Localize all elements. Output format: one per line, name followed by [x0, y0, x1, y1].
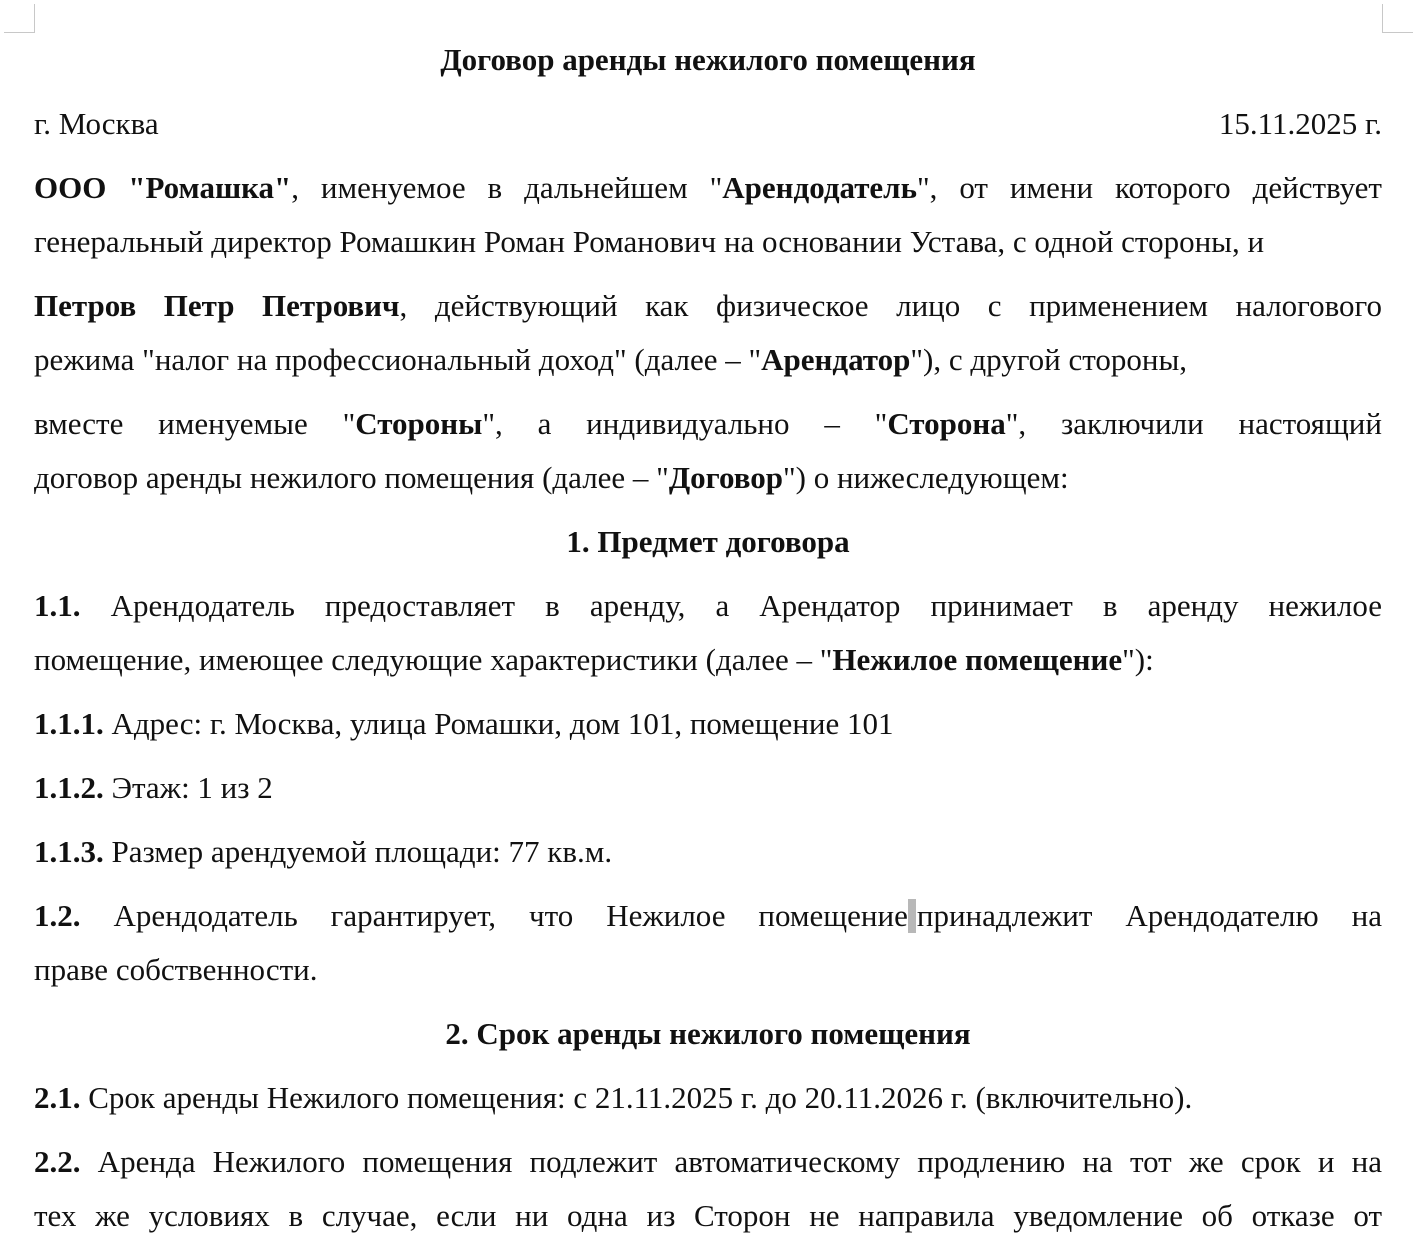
city: г. Москва — [34, 106, 159, 141]
text-line — [34, 1140, 1382, 1194]
text-line — [34, 402, 1382, 456]
text-run: , действующий как физическое лицо с применением налогового — [399, 288, 1382, 323]
tenant-role: Арендатор — [761, 342, 911, 377]
text-run: Срок аренды Нежилого помещения: с 21.11.2025 г. до 20.11.2026 г. (включительно). — [80, 1080, 1193, 1115]
text-run: ", а индивидуально – " — [482, 406, 888, 441]
text-line — [34, 456, 1382, 510]
text-line — [34, 894, 1382, 948]
document-body[interactable] — [34, 38, 1382, 1248]
paragraph-tenant — [34, 284, 1382, 392]
text-run: Этаж: 1 из 2 — [103, 770, 273, 805]
contract-date: 15.11.2025 г. — [1218, 106, 1382, 141]
section-heading-2: 2. Срок аренды нежилого помещения — [445, 1016, 971, 1051]
text-run: , именуемое в дальнейшем " — [291, 170, 723, 205]
term-parties: Стороны — [355, 406, 483, 441]
document-title: Договор аренды нежилого помещения — [440, 42, 976, 77]
term-contract: Договор — [668, 460, 783, 495]
landlord-role: Арендодатель — [722, 170, 917, 205]
text-run: Размер арендуемой площади: 77 кв.м. — [103, 834, 613, 869]
clause-number: 2.1. — [34, 1080, 81, 1115]
text-line: праве собственности. — [34, 952, 318, 987]
clause-1-2 — [34, 894, 1382, 1002]
clause-number: 2.2. — [34, 1144, 81, 1179]
text-run: Арендодатель гарантирует, что Нежилое помещение — [80, 898, 908, 933]
place-date-line — [34, 102, 1382, 156]
crop-mark-top-right — [1382, 4, 1413, 33]
landlord-name: ООО "Ромашка" — [34, 170, 292, 205]
text-line: тех же условиях в случае, если ни одна из Сторон не направила уведомление об отказе от — [34, 1198, 1382, 1233]
text-run: "): — [1122, 642, 1154, 677]
text-run: режима "налог на профессиональный доход" (далее – " — [34, 342, 762, 377]
text-run: ", заключили настоящий — [1005, 406, 1382, 441]
text-line: генеральный директор Ромашкин Роман Романович на основании Устава, с одной стороны, и — [34, 224, 1265, 259]
clause-1-1 — [34, 584, 1382, 692]
text-line — [34, 166, 1382, 220]
clause-number: 1.1. — [34, 588, 81, 623]
clause-number: 1.1.2. — [34, 770, 104, 805]
text-run: Арендодатель предоставляет в аренду, а Арендатор принимает в аренду нежилое — [80, 588, 1382, 623]
text-run: ") о нижеследующем: — [782, 460, 1069, 495]
clause-2-1 — [34, 1076, 1382, 1130]
text-line — [34, 584, 1382, 638]
text-run: "), с другой стороны, — [910, 342, 1188, 377]
text-run: ", от имени которого действует — [916, 170, 1382, 205]
term-party: Сторона — [887, 406, 1006, 441]
text-run: вместе именуемые " — [34, 406, 356, 441]
text-run: Адрес: г. Москва, улица Ромашки, дом 101, помещение 101 — [103, 706, 894, 741]
text-line — [34, 284, 1382, 338]
clause-1-1-1 — [34, 702, 1382, 756]
clause-number: 1.1.1. — [34, 706, 104, 741]
crop-mark-top-left — [4, 4, 35, 33]
text-cursor — [908, 899, 916, 933]
section-heading-1: 1. Предмет договора — [566, 524, 850, 559]
tenant-name: Петров Петр Петрович — [34, 288, 400, 323]
clause-1-1-3 — [34, 830, 1382, 884]
clause-1-1-2 — [34, 766, 1382, 820]
paragraph-together — [34, 402, 1382, 510]
clause-2-2 — [34, 1140, 1382, 1248]
paragraph-landlord — [34, 166, 1382, 274]
text-line — [34, 638, 1382, 692]
text-line — [34, 338, 1382, 392]
text-run: принадлежит Арендодателю на — [916, 898, 1382, 933]
clause-number: 1.1.3. — [34, 834, 104, 869]
clause-number: 1.2. — [34, 898, 81, 933]
term-premises: Нежилое помещение — [832, 642, 1123, 677]
text-run: договор аренды нежилого помещения (далее – " — [34, 460, 669, 495]
text-run: Аренда Нежилого помещения подлежит автоматическому продлению на тот же срок и на — [80, 1144, 1382, 1179]
text-run: помещение, имеющее следующие характеристики (далее – " — [34, 642, 833, 677]
